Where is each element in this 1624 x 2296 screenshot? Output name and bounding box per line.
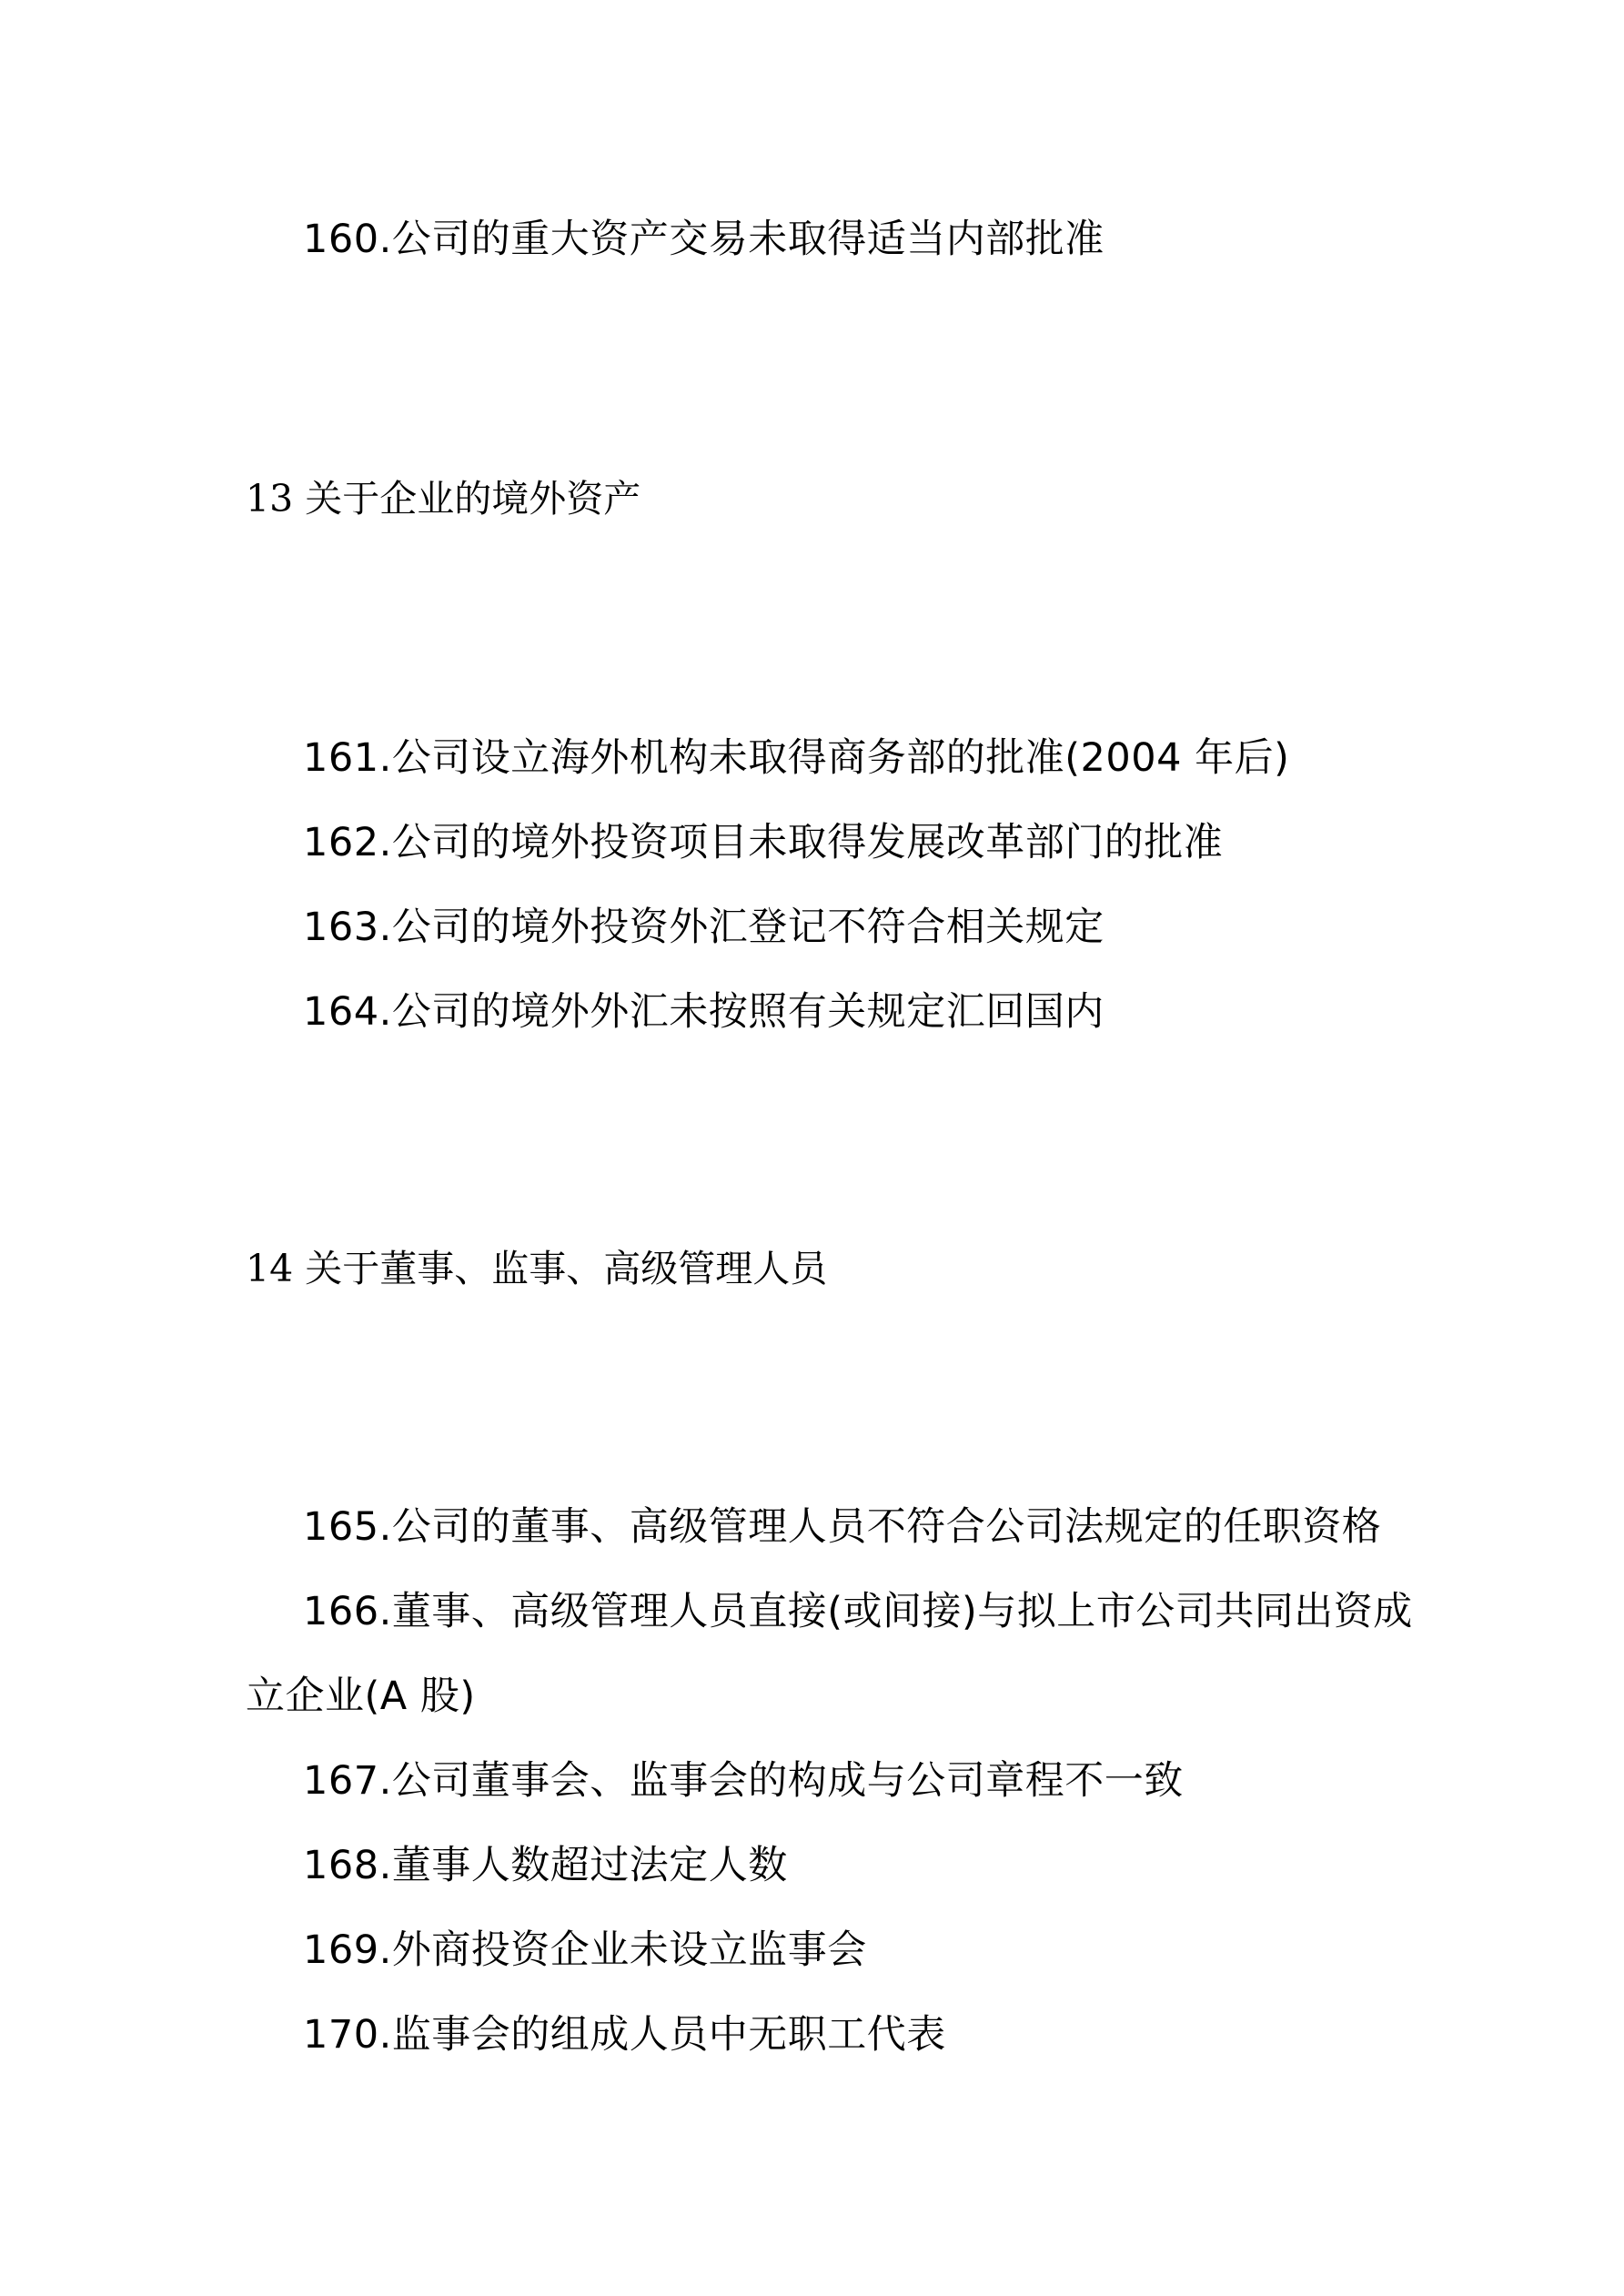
section-heading-14: 14 关于董事、监事、高级管理人员 [246,1247,828,1290]
item-169: 169.外商投资企业未设立监事会 [303,1927,867,1973]
item-165: 165.公司的董事、高级管理人员不符合公司法规定的任职资格 [303,1504,1382,1550]
item-170: 170.监事会的组成人员中无职工代表 [303,2012,946,2058]
item-160: 160.公司的重大资产交易未取得适当内部批准 [303,217,1105,262]
item-167: 167.公司董事会、监事会的构成与公司章程不一致 [303,1758,1184,1804]
item-166-line-2: 立企业(A 股) [246,1674,476,1719]
item-163: 163.公司的境外投资外汇登记不符合相关规定 [303,905,1105,950]
section-heading-13: 13 关于企业的境外资产 [246,477,641,521]
item-161: 161.公司设立海外机构未取得商务部的批准(2004 年后) [303,735,1290,781]
item-164: 164.公司的境外外汇未按照有关规定汇回国内 [303,989,1105,1035]
item-166-line-1: 166.董事、高级管理人员直接(或间接)与拟上市公司共同出资成 [303,1589,1413,1634]
item-168: 168.董事人数超过法定人数 [303,1843,788,1888]
item-162: 162.公司的境外投资项目未取得发展改革部门的批准 [303,820,1224,865]
